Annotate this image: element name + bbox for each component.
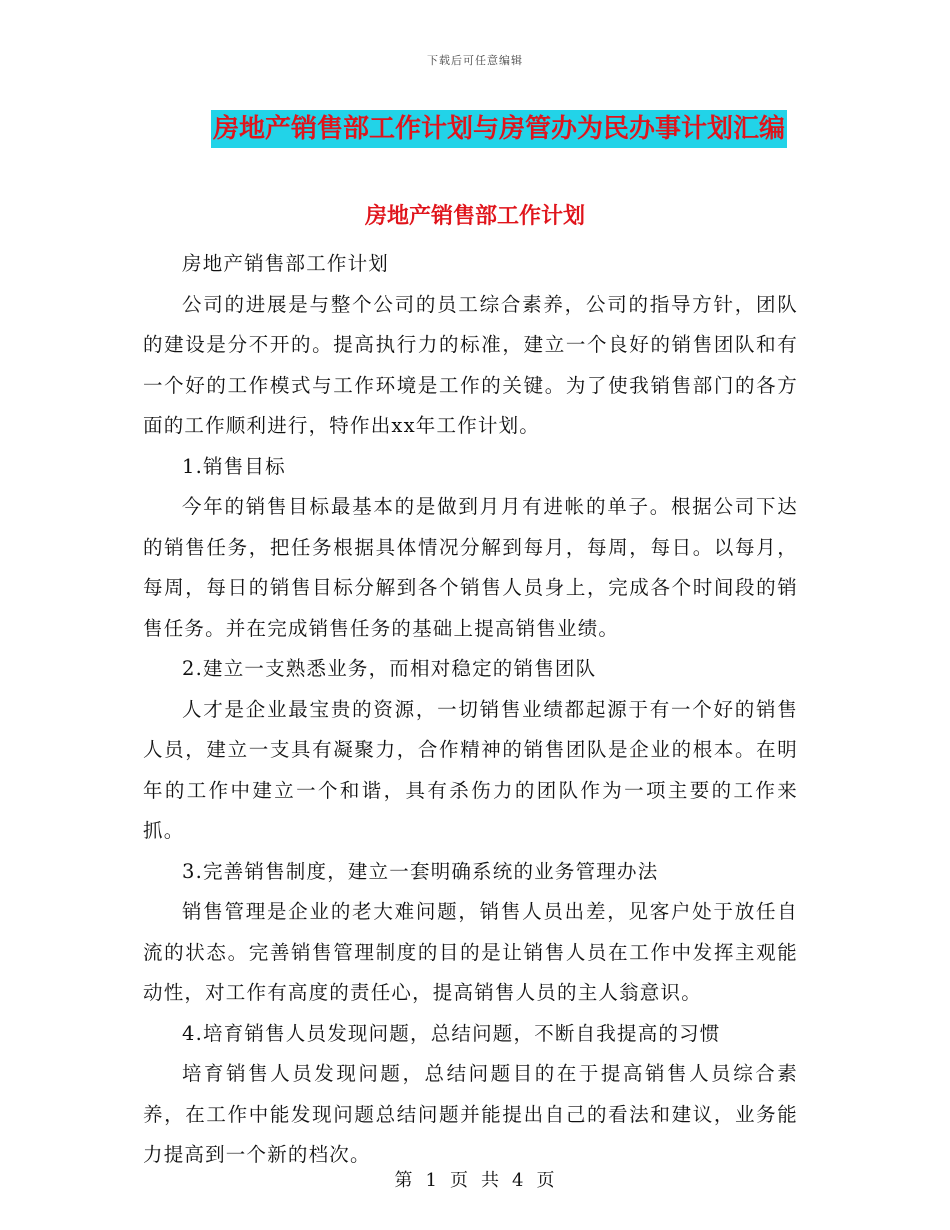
page-footer xyxy=(0,1166,950,1192)
main-title: 房地产销售部工作计划与房管办为民办事计划汇编 xyxy=(211,110,787,148)
paragraph: 培育销售人员发现问题，总结问题目的在于提高销售人员综合素养，在工作中能发现问题总结问题并能提出自己的看法和建议，业务能力提高到一个新的档次。 xyxy=(143,1062,798,1166)
paragraph: 今年的销售目标最基本的是做到月月有进帐的单子。根据公司下达的销售任务，把任务根据具体情况分解到每月，每周，每日。以每月，每周，每日的销售目标分解到各个销售人员身上，完成各个时间段的销售任务。并在完成销售任务的基础上提高销售业绩。 xyxy=(143,495,798,640)
paragraph: 人才是企业最宝贵的资源，一切销售业绩都起源于有一个好的销售人员，建立一支具有凝聚力，合作精神的销售团队是企业的根本。在明年的工作中建立一个和谐，具有杀伤力的团队作为一项主要的工作来抓。 xyxy=(143,697,798,842)
heading-item: 4.培育销售人员发现问题，总结问题，不断自我提高的习惯 xyxy=(182,1021,721,1045)
footer-page-number: 1 xyxy=(425,1170,438,1191)
footer-suffix: 页 xyxy=(536,1170,556,1191)
footer-mid: 页 xyxy=(450,1170,469,1191)
section-title: 房地产销售部工作计划 xyxy=(364,204,585,229)
main-title-container xyxy=(0,110,950,148)
header-note: 下载后可任意编辑 xyxy=(427,54,523,67)
document-body xyxy=(143,244,798,1176)
heading-item: 1.销售目标 xyxy=(182,454,286,478)
footer-prefix: 第 xyxy=(394,1170,414,1191)
paragraph: 公司的进展是与整个公司的员工综合素养，公司的指导方针，团队的建设是分不开的。提高执行力的标准，建立一个良好的销售团队和有一个好的工作模式与工作环境是工作的关键。为了使我销售部门的各方面的工作顺利进行，特作出xx年工作计划。 xyxy=(143,292,798,437)
footer-total-pages: 4 xyxy=(512,1170,525,1191)
paragraph: 房地产销售部工作计划 xyxy=(182,252,390,275)
heading-item: 2.建立一支熟悉业务，而相对稳定的销售团队 xyxy=(182,657,597,680)
heading-item: 3.完善销售制度，建立一套明确系统的业务管理办法 xyxy=(182,859,659,883)
footer-total-prefix: 共 xyxy=(481,1170,500,1191)
paragraph: 销售管理是企业的老大难问题，销售人员出差，见客户处于放任自流的状态。完善销售管理制度的目的是让销售人员在工作中发挥主观能动性，对工作有高度的责任心，提高销售人员的主人翁意识。 xyxy=(143,900,798,1004)
